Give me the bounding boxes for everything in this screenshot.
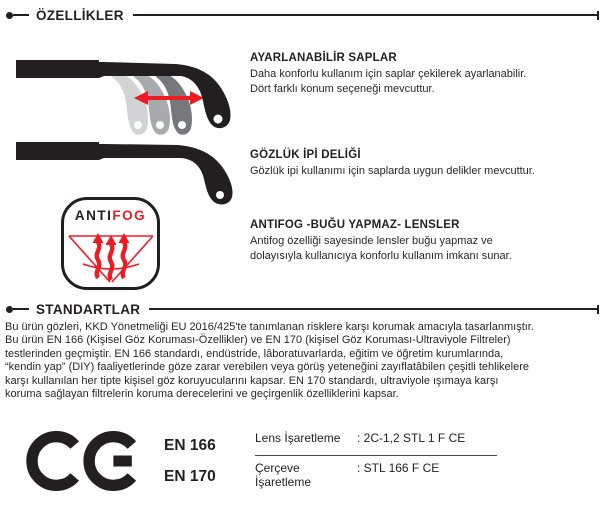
antifog-label-black: ANTI [74,208,113,223]
marking-table [255,431,500,489]
antifog-label-red: FOG [112,208,147,223]
section-header-standards [6,301,599,317]
header-end-tick [597,11,599,20]
marking-value: : 2C-1,2 STL 1 F CE [357,431,466,445]
marking-divider [255,455,497,456]
marking-label: Lens İşaretleme [255,431,341,445]
feature-line: Daha konforlu kullanım için saplar çekilerek ayarlanabilir. [250,68,527,80]
header-rule [149,308,597,310]
en-standards-labels [164,437,216,486]
feature-line: Dört farklı konum seçeneği mevcuttur. [250,82,435,95]
paragraph-line: karşı kullanılan her tipte kişisel göz koruyucularını kapsar. EN 170 standardı, ultraviyole ışımaya karşı [5,374,499,387]
marking-row-lens [255,431,500,452]
temple-cord-hole-icon [6,128,244,208]
antifog-logo-text [75,208,146,223]
feature-title: GÖZLÜK İPİ DELİĞİ [250,149,361,161]
antifog-fan-icon [66,224,156,286]
antifog-badge [61,197,160,290]
certification-block [26,424,216,498]
paragraph-line: koruma sağlayan filtrelerin koruma derecelerini ve geçirgenlik özelliklerini kapsar. [5,388,399,401]
en-standard-label: EN 170 [164,467,216,485]
temple-arm [16,60,231,128]
feature-adjustable-temples [250,52,526,96]
paragraph-line: testlerinden geçmiştir. EN 166 standardı, endüstride, lâboratuvarlarda, eğitim ve öğretim kurumlarında, [5,347,504,360]
marking-label: Çerçeve İşaretleme [255,461,312,489]
standards-section-title: STANDARTLAR [36,301,141,317]
marking-row-frame [255,461,500,489]
feature-line: Antifog özelliği sayesinde lensler buğu yapmaz ve [250,235,493,247]
feature-line: Gözlük ipi kullanımı için saplarda uygun delikler mevcuttur. [250,165,535,177]
ce-mark-icon [26,424,152,498]
standards-paragraph [5,321,600,401]
header-dash [13,308,29,310]
steam-arrows [92,233,129,280]
bullet-dot-icon [6,12,13,19]
paragraph-line: “kendin yap” (DIY) faaliyetlerinde göze zarar verebilen veya görüş yeteneğini zayıflatâbilen çeşitli tehlikelere [5,361,529,374]
adjustable-temples-icon [6,42,244,138]
header-end-tick [597,305,599,314]
paragraph-line: Bu ürün EN 166 (Kişisel Göz Koruması-Özellikler) ve EN 170 (kişisel Göz Koruması-Ultraviyole Filtreler) [5,334,511,347]
header-dash [13,14,29,16]
feature-title: ANTIFOG -BUĞU YAPMAZ- LENSLER [250,219,460,231]
bullet-dot-icon [6,306,13,313]
en-standard-label: EN 166 [164,436,216,454]
section-header-features [6,7,599,23]
marking-value: : STL 166 F CE [357,461,440,475]
feature-title: AYARLANABİLİR SAPLAR [250,52,397,64]
header-rule [133,14,597,16]
paragraph-line: Bu ürün gözleri, KKD Yönetmeliği EU 2016/425'te tanımlanan risklere karşı korumak amacıyla tasarlanmıştır. [5,321,534,333]
features-section-title: ÖZELLİKLER [36,7,124,23]
feature-antifog [250,219,512,263]
feature-line: dolayısıyla kullanıcıya konforlu kullanım imkanı sunar. [250,249,512,262]
temple-arm [16,142,233,204]
feature-cord-hole [250,149,535,179]
